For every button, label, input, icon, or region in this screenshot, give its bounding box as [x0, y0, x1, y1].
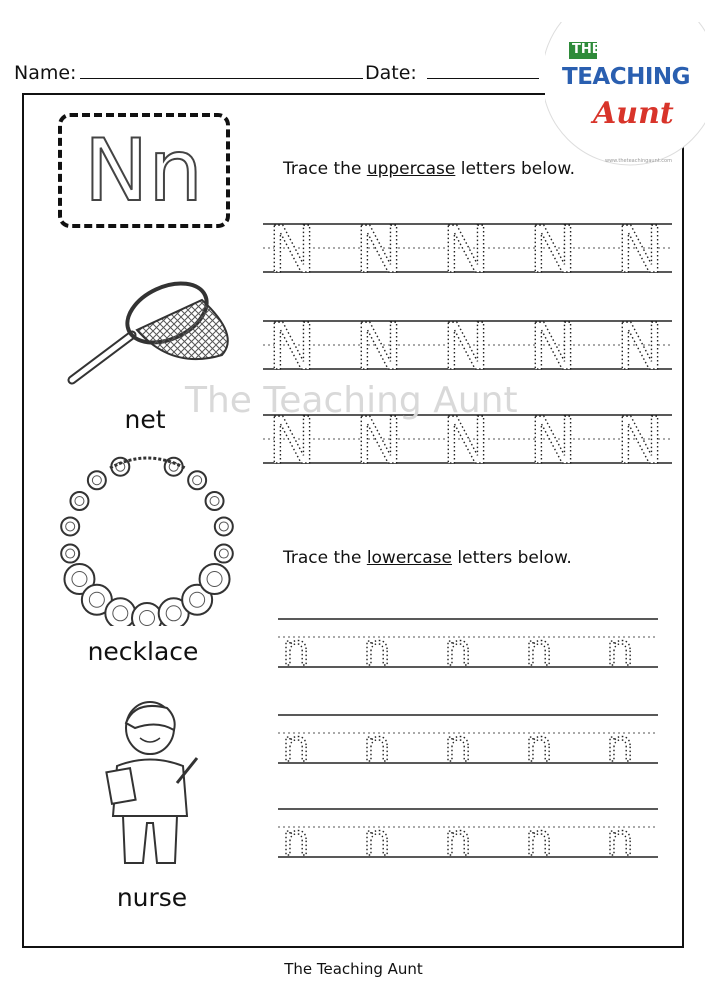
necklace-bead: [165, 458, 183, 476]
trace-uppercase-letter: N: [268, 311, 316, 385]
trace-uppercase-letter: N: [268, 214, 316, 288]
logo-aunt: Aunt: [593, 96, 674, 131]
svg-text:Nn: Nn: [84, 121, 203, 218]
trace-lowercase-letter: n: [282, 721, 310, 772]
watermark: The Teaching Aunt: [185, 380, 518, 421]
trace-uppercase-letter: N: [355, 311, 403, 385]
trace-lowercase-letter: n: [444, 815, 472, 866]
trace-uppercase-letter: N: [355, 214, 403, 288]
necklace-bead: [188, 471, 206, 489]
logo-teaching: TEACHING: [562, 64, 691, 90]
necklace-bead: [215, 517, 233, 535]
trace-lowercase-letter: n: [282, 815, 310, 866]
trace-uppercase-letter: N: [616, 214, 664, 288]
trace-lowercase-letter: n: [282, 625, 310, 676]
trace-uppercase-letter: N: [442, 405, 490, 479]
necklace-bead: [215, 545, 233, 563]
logo-the: THE: [572, 42, 601, 57]
trace-lowercase-letter: n: [606, 815, 634, 866]
trace-lowercase-letter: n: [444, 721, 472, 772]
necklace-bead: [61, 517, 79, 535]
trace-lowercase-letter: n: [363, 625, 391, 676]
necklace-bead: [206, 492, 224, 510]
necklace-bead: [88, 471, 106, 489]
word-net: net: [124, 405, 166, 434]
trace-uppercase-letter: N: [268, 405, 316, 479]
lowercase-instruction: Trace the lowercase letters below.: [283, 548, 572, 568]
necklace-bead: [61, 545, 79, 563]
trace-lowercase-letter: n: [363, 721, 391, 772]
necklace-icon: [55, 448, 240, 626]
footer-credit: The Teaching Aunt: [284, 960, 423, 978]
necklace-bead: [70, 492, 88, 510]
trace-lowercase-letter: n: [363, 815, 391, 866]
trace-lowercase-letter: n: [525, 625, 553, 676]
trace-uppercase-letter: N: [616, 405, 664, 479]
logo-url: www.theteachingaunt.com: [605, 158, 672, 164]
necklace-bead: [111, 458, 129, 476]
necklace-bead: [105, 598, 135, 626]
trace-uppercase-letter: N: [529, 311, 577, 385]
butterfly-net-icon: [62, 275, 242, 390]
nurse-icon: [95, 698, 210, 870]
word-necklace: necklace: [87, 637, 199, 666]
necklace-bead: [200, 564, 230, 594]
trace-uppercase-letter: N: [529, 214, 577, 288]
trace-uppercase-letter: N: [529, 405, 577, 479]
date-label: Date:: [365, 62, 417, 84]
name-label: Name:: [14, 62, 77, 84]
trace-uppercase-letter: N: [355, 405, 403, 479]
trace-lowercase-letter: n: [444, 625, 472, 676]
uppercase-instruction: Trace the uppercase letters below.: [283, 159, 576, 179]
trace-lowercase-letter: n: [606, 625, 634, 676]
trace-lowercase-letter: n: [606, 721, 634, 772]
word-nurse: nurse: [116, 883, 188, 912]
trace-uppercase-letter: N: [442, 311, 490, 385]
trace-lowercase-letter: n: [525, 815, 553, 866]
trace-lowercase-letter: n: [525, 721, 553, 772]
trace-uppercase-letter: N: [442, 214, 490, 288]
trace-uppercase-letter: N: [616, 311, 664, 385]
necklace-bead: [132, 603, 162, 626]
